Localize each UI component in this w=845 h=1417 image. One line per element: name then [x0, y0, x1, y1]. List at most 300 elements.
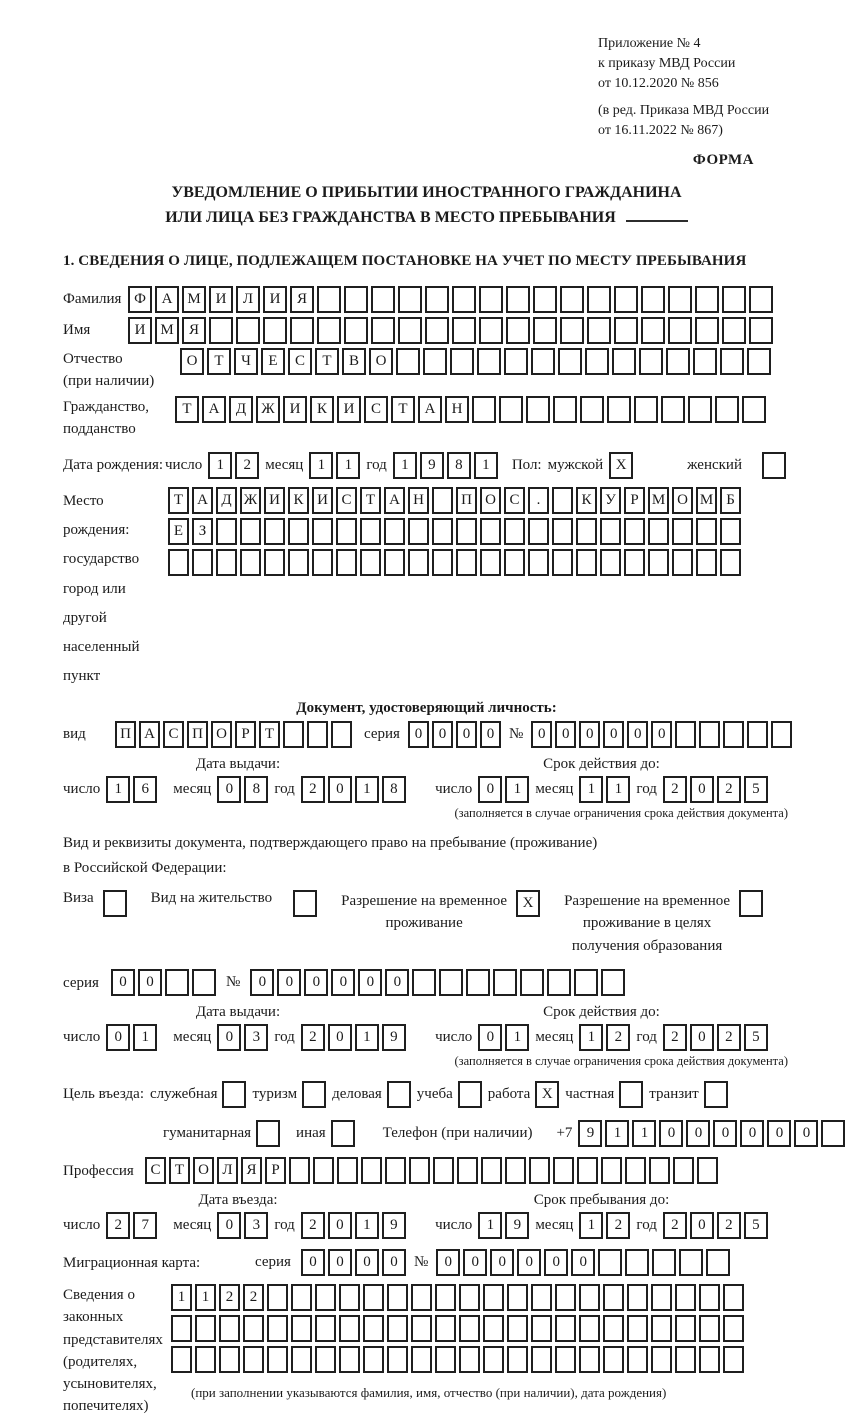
char-box[interactable] [195, 1315, 216, 1342]
char-box[interactable]: 0 [355, 1249, 379, 1276]
char-box[interactable] [762, 452, 786, 479]
char-box[interactable] [649, 1157, 670, 1184]
char-box[interactable]: О [369, 348, 393, 375]
char-box[interactable]: 8 [447, 452, 471, 479]
char-box[interactable] [771, 721, 792, 748]
char-box[interactable] [507, 1346, 528, 1373]
char-box[interactable] [587, 317, 611, 344]
char-box[interactable]: С [504, 487, 525, 514]
char-box[interactable]: Р [624, 487, 645, 514]
char-box[interactable] [480, 549, 501, 576]
char-box[interactable] [579, 1346, 600, 1373]
char-box[interactable] [648, 549, 669, 576]
char-box[interactable]: 0 [250, 969, 274, 996]
char-box[interactable] [695, 317, 719, 344]
char-box[interactable]: Р [235, 721, 256, 748]
char-box[interactable]: Ф [128, 286, 152, 313]
char-box[interactable]: Н [445, 396, 469, 423]
char-box[interactable] [504, 549, 525, 576]
char-box[interactable]: 0 [436, 1249, 460, 1276]
char-box[interactable] [507, 1315, 528, 1342]
char-box[interactable] [587, 286, 611, 313]
char-box[interactable]: 1 [355, 776, 379, 803]
char-box[interactable] [528, 549, 549, 576]
char-box[interactable] [288, 549, 309, 576]
char-box[interactable] [411, 1284, 432, 1311]
char-box[interactable] [450, 348, 474, 375]
char-box[interactable]: 6 [133, 776, 157, 803]
char-box[interactable] [222, 1081, 246, 1108]
char-box[interactable] [520, 969, 544, 996]
char-box[interactable]: 1 [393, 452, 417, 479]
char-box[interactable] [552, 487, 573, 514]
char-box[interactable] [699, 1315, 720, 1342]
char-box[interactable] [371, 286, 395, 313]
char-box[interactable] [749, 317, 773, 344]
char-box[interactable] [673, 1157, 694, 1184]
char-box[interactable] [531, 1346, 552, 1373]
char-box[interactable]: 0 [690, 776, 714, 803]
char-box[interactable] [456, 549, 477, 576]
char-box[interactable]: 0 [277, 969, 301, 996]
char-box[interactable]: 2 [717, 1024, 741, 1051]
char-box[interactable]: 1 [505, 776, 529, 803]
char-box[interactable] [821, 1120, 845, 1147]
char-box[interactable]: 1 [474, 452, 498, 479]
char-box[interactable]: 0 [301, 1249, 325, 1276]
char-box[interactable] [747, 721, 768, 748]
char-box[interactable] [506, 317, 530, 344]
char-box[interactable]: А [139, 721, 160, 748]
char-box[interactable] [243, 1346, 264, 1373]
char-box[interactable]: М [155, 317, 179, 344]
char-box[interactable]: 8 [382, 776, 406, 803]
char-box[interactable] [171, 1346, 192, 1373]
char-box[interactable] [483, 1346, 504, 1373]
char-box[interactable]: Т [169, 1157, 190, 1184]
char-box[interactable] [699, 1284, 720, 1311]
char-box[interactable] [408, 518, 429, 545]
char-box[interactable] [219, 1315, 240, 1342]
char-box[interactable]: М [696, 487, 717, 514]
char-box[interactable] [263, 317, 287, 344]
char-box[interactable] [192, 549, 213, 576]
char-box[interactable] [560, 286, 584, 313]
char-box[interactable] [283, 721, 304, 748]
char-box[interactable] [576, 549, 597, 576]
char-box[interactable] [264, 518, 285, 545]
char-box[interactable]: 9 [420, 452, 444, 479]
char-box[interactable]: Ж [240, 487, 261, 514]
char-box[interactable] [267, 1284, 288, 1311]
char-box[interactable]: 2 [663, 1024, 687, 1051]
char-box[interactable]: О [180, 348, 204, 375]
char-box[interactable] [479, 317, 503, 344]
char-box[interactable] [290, 317, 314, 344]
char-box[interactable] [291, 1346, 312, 1373]
char-box[interactable]: 0 [517, 1249, 541, 1276]
char-box[interactable] [459, 1346, 480, 1373]
char-box[interactable] [387, 1284, 408, 1311]
char-box[interactable]: 0 [478, 776, 502, 803]
char-box[interactable]: 1 [133, 1024, 157, 1051]
char-box[interactable] [531, 348, 555, 375]
char-box[interactable] [528, 518, 549, 545]
char-box[interactable]: А [202, 396, 226, 423]
char-box[interactable]: Т [168, 487, 189, 514]
char-box[interactable]: 1 [505, 1024, 529, 1051]
char-box[interactable]: 3 [244, 1212, 268, 1239]
char-box[interactable] [552, 549, 573, 576]
char-box[interactable] [607, 396, 631, 423]
char-box[interactable] [412, 969, 436, 996]
char-box[interactable]: Я [290, 286, 314, 313]
char-box[interactable]: 2 [301, 776, 325, 803]
char-box[interactable] [499, 396, 523, 423]
char-box[interactable] [411, 1315, 432, 1342]
char-box[interactable] [385, 1157, 406, 1184]
char-box[interactable]: 1 [195, 1284, 216, 1311]
char-box[interactable] [553, 396, 577, 423]
char-box[interactable] [459, 1284, 480, 1311]
char-box[interactable]: X [609, 452, 633, 479]
char-box[interactable] [458, 1081, 482, 1108]
char-box[interactable] [313, 1157, 334, 1184]
char-box[interactable] [742, 396, 766, 423]
char-box[interactable]: Т [360, 487, 381, 514]
char-box[interactable]: 0 [555, 721, 576, 748]
char-box[interactable] [651, 1315, 672, 1342]
char-box[interactable] [456, 518, 477, 545]
char-box[interactable] [688, 396, 712, 423]
char-box[interactable]: 0 [456, 721, 477, 748]
char-box[interactable] [625, 1249, 649, 1276]
char-box[interactable] [384, 518, 405, 545]
char-box[interactable]: И [209, 286, 233, 313]
char-box[interactable] [612, 348, 636, 375]
char-box[interactable] [360, 518, 381, 545]
char-box[interactable] [558, 348, 582, 375]
char-box[interactable]: 2 [606, 1212, 630, 1239]
char-box[interactable] [552, 518, 573, 545]
char-box[interactable]: О [193, 1157, 214, 1184]
char-box[interactable]: 0 [686, 1120, 710, 1147]
char-box[interactable] [720, 348, 744, 375]
char-box[interactable] [601, 969, 625, 996]
char-box[interactable]: М [182, 286, 206, 313]
char-box[interactable] [243, 1315, 264, 1342]
char-box[interactable] [267, 1315, 288, 1342]
char-box[interactable] [723, 1346, 744, 1373]
char-box[interactable]: 0 [690, 1024, 714, 1051]
char-box[interactable]: 1 [355, 1024, 379, 1051]
char-box[interactable] [555, 1284, 576, 1311]
char-box[interactable] [398, 317, 422, 344]
char-box[interactable]: 2 [106, 1212, 130, 1239]
char-box[interactable] [722, 317, 746, 344]
char-box[interactable] [579, 1284, 600, 1311]
char-box[interactable] [576, 518, 597, 545]
char-box[interactable]: 3 [244, 1024, 268, 1051]
char-box[interactable] [435, 1346, 456, 1373]
char-box[interactable] [192, 969, 216, 996]
char-box[interactable]: 1 [579, 1024, 603, 1051]
char-box[interactable]: 9 [382, 1212, 406, 1239]
char-box[interactable] [506, 286, 530, 313]
char-box[interactable] [423, 348, 447, 375]
char-box[interactable] [315, 1315, 336, 1342]
char-box[interactable] [384, 549, 405, 576]
char-box[interactable]: П [115, 721, 136, 748]
char-box[interactable] [337, 1157, 358, 1184]
char-box[interactable] [264, 549, 285, 576]
char-box[interactable] [302, 1081, 326, 1108]
char-box[interactable] [693, 348, 717, 375]
char-box[interactable] [457, 1157, 478, 1184]
char-box[interactable] [675, 1315, 696, 1342]
char-box[interactable]: К [288, 487, 309, 514]
char-box[interactable]: Ж [256, 396, 280, 423]
char-box[interactable] [598, 1249, 622, 1276]
char-box[interactable] [315, 1284, 336, 1311]
char-box[interactable] [344, 317, 368, 344]
char-box[interactable] [574, 969, 598, 996]
char-box[interactable]: 0 [713, 1120, 737, 1147]
char-box[interactable]: Я [182, 317, 206, 344]
char-box[interactable] [624, 518, 645, 545]
char-box[interactable] [339, 1315, 360, 1342]
char-box[interactable]: З [192, 518, 213, 545]
char-box[interactable] [555, 1315, 576, 1342]
char-box[interactable] [439, 969, 463, 996]
char-box[interactable] [641, 317, 665, 344]
char-box[interactable] [312, 549, 333, 576]
char-box[interactable] [481, 1157, 502, 1184]
char-box[interactable] [722, 286, 746, 313]
char-box[interactable] [493, 969, 517, 996]
char-box[interactable]: Т [259, 721, 280, 748]
char-box[interactable] [504, 348, 528, 375]
char-box[interactable] [339, 1284, 360, 1311]
char-box[interactable] [483, 1315, 504, 1342]
char-box[interactable]: Д [216, 487, 237, 514]
char-box[interactable]: А [155, 286, 179, 313]
char-box[interactable] [209, 317, 233, 344]
char-box[interactable]: К [576, 487, 597, 514]
char-box[interactable] [749, 286, 773, 313]
char-box[interactable] [331, 1120, 355, 1147]
char-box[interactable] [219, 1346, 240, 1373]
char-box[interactable]: 1 [579, 776, 603, 803]
char-box[interactable]: 1 [309, 452, 333, 479]
char-box[interactable]: И [283, 396, 307, 423]
char-box[interactable] [526, 396, 550, 423]
char-box[interactable] [479, 286, 503, 313]
char-box[interactable] [652, 1249, 676, 1276]
char-box[interactable]: Л [236, 286, 260, 313]
char-box[interactable]: 0 [217, 1212, 241, 1239]
char-box[interactable]: 0 [111, 969, 135, 996]
char-box[interactable] [739, 890, 763, 917]
char-box[interactable] [505, 1157, 526, 1184]
char-box[interactable] [579, 1315, 600, 1342]
char-box[interactable]: И [264, 487, 285, 514]
char-box[interactable] [291, 1315, 312, 1342]
char-box[interactable] [433, 1157, 454, 1184]
char-box[interactable] [627, 1346, 648, 1373]
char-box[interactable] [409, 1157, 430, 1184]
char-box[interactable] [601, 1157, 622, 1184]
char-box[interactable]: С [145, 1157, 166, 1184]
char-box[interactable] [603, 1315, 624, 1342]
char-box[interactable]: 5 [744, 1024, 768, 1051]
char-box[interactable] [267, 1346, 288, 1373]
char-box[interactable] [651, 1346, 672, 1373]
char-box[interactable] [614, 286, 638, 313]
char-box[interactable]: 1 [336, 452, 360, 479]
char-box[interactable]: С [163, 721, 184, 748]
char-box[interactable]: А [192, 487, 213, 514]
char-box[interactable] [560, 317, 584, 344]
char-box[interactable] [533, 286, 557, 313]
char-box[interactable] [307, 721, 328, 748]
char-box[interactable]: X [516, 890, 540, 917]
char-box[interactable] [585, 348, 609, 375]
char-box[interactable]: 0 [480, 721, 501, 748]
char-box[interactable] [577, 1157, 598, 1184]
char-box[interactable] [661, 396, 685, 423]
char-box[interactable] [435, 1284, 456, 1311]
char-box[interactable]: Р [265, 1157, 286, 1184]
char-box[interactable]: Т [391, 396, 415, 423]
char-box[interactable] [720, 518, 741, 545]
char-box[interactable] [432, 518, 453, 545]
char-box[interactable]: 0 [544, 1249, 568, 1276]
char-box[interactable] [312, 518, 333, 545]
char-box[interactable] [288, 518, 309, 545]
char-box[interactable]: 2 [243, 1284, 264, 1311]
char-box[interactable]: 2 [663, 1212, 687, 1239]
char-box[interactable] [336, 518, 357, 545]
char-box[interactable]: 0 [571, 1249, 595, 1276]
char-box[interactable] [171, 1315, 192, 1342]
char-box[interactable] [706, 1249, 730, 1276]
char-box[interactable]: Е [261, 348, 285, 375]
char-box[interactable]: 0 [217, 776, 241, 803]
char-box[interactable] [624, 549, 645, 576]
char-box[interactable] [317, 317, 341, 344]
char-box[interactable] [668, 286, 692, 313]
char-box[interactable]: 8 [244, 776, 268, 803]
char-box[interactable]: 0 [328, 1212, 352, 1239]
char-box[interactable]: М [648, 487, 669, 514]
char-box[interactable] [695, 286, 719, 313]
char-box[interactable] [317, 286, 341, 313]
char-box[interactable]: Л [217, 1157, 238, 1184]
char-box[interactable] [452, 286, 476, 313]
char-box[interactable] [747, 348, 771, 375]
char-box[interactable] [236, 317, 260, 344]
char-box[interactable]: 2 [663, 776, 687, 803]
char-box[interactable] [291, 1284, 312, 1311]
char-box[interactable]: О [211, 721, 232, 748]
char-box[interactable]: 2 [717, 1212, 741, 1239]
char-box[interactable]: И [263, 286, 287, 313]
char-box[interactable]: 1 [605, 1120, 629, 1147]
char-box[interactable]: 7 [133, 1212, 157, 1239]
char-box[interactable]: И [337, 396, 361, 423]
char-box[interactable] [641, 286, 665, 313]
char-box[interactable]: 0 [328, 1024, 352, 1051]
char-box[interactable]: 9 [382, 1024, 406, 1051]
char-box[interactable]: 1 [208, 452, 232, 479]
char-box[interactable] [336, 549, 357, 576]
char-box[interactable] [627, 1284, 648, 1311]
char-box[interactable]: 9 [578, 1120, 602, 1147]
char-box[interactable] [363, 1284, 384, 1311]
char-box[interactable]: 9 [505, 1212, 529, 1239]
char-box[interactable]: 0 [490, 1249, 514, 1276]
char-box[interactable]: Б [720, 487, 741, 514]
char-box[interactable]: А [384, 487, 405, 514]
char-box[interactable]: 0 [579, 721, 600, 748]
char-box[interactable] [452, 317, 476, 344]
char-box[interactable]: 0 [106, 1024, 130, 1051]
char-box[interactable] [634, 396, 658, 423]
char-box[interactable] [529, 1157, 550, 1184]
char-box[interactable]: 1 [171, 1284, 192, 1311]
char-box[interactable] [216, 549, 237, 576]
char-box[interactable] [555, 1346, 576, 1373]
char-box[interactable]: Т [175, 396, 199, 423]
char-box[interactable] [723, 721, 744, 748]
char-box[interactable]: 0 [767, 1120, 791, 1147]
char-box[interactable]: К [310, 396, 334, 423]
char-box[interactable] [398, 286, 422, 313]
char-box[interactable]: 0 [603, 721, 624, 748]
char-box[interactable] [666, 348, 690, 375]
char-box[interactable] [396, 348, 420, 375]
char-box[interactable] [472, 396, 496, 423]
char-box[interactable]: 1 [579, 1212, 603, 1239]
char-box[interactable] [679, 1249, 703, 1276]
char-box[interactable]: У [600, 487, 621, 514]
char-box[interactable] [533, 317, 557, 344]
char-box[interactable]: 1 [632, 1120, 656, 1147]
char-box[interactable]: О [672, 487, 693, 514]
char-box[interactable] [668, 317, 692, 344]
char-box[interactable] [580, 396, 604, 423]
char-box[interactable] [256, 1120, 280, 1147]
char-box[interactable] [387, 1315, 408, 1342]
char-box[interactable]: 2 [717, 776, 741, 803]
char-box[interactable] [363, 1315, 384, 1342]
char-box[interactable] [387, 1346, 408, 1373]
char-box[interactable]: . [528, 487, 549, 514]
char-box[interactable] [331, 721, 352, 748]
char-box[interactable] [371, 317, 395, 344]
char-box[interactable] [240, 518, 261, 545]
char-box[interactable] [547, 969, 571, 996]
char-box[interactable] [315, 1346, 336, 1373]
char-box[interactable]: 0 [651, 721, 672, 748]
char-box[interactable]: 0 [627, 721, 648, 748]
char-box[interactable]: 0 [331, 969, 355, 996]
char-box[interactable] [344, 286, 368, 313]
char-box[interactable] [408, 549, 429, 576]
char-box[interactable] [531, 1315, 552, 1342]
char-box[interactable]: Д [229, 396, 253, 423]
